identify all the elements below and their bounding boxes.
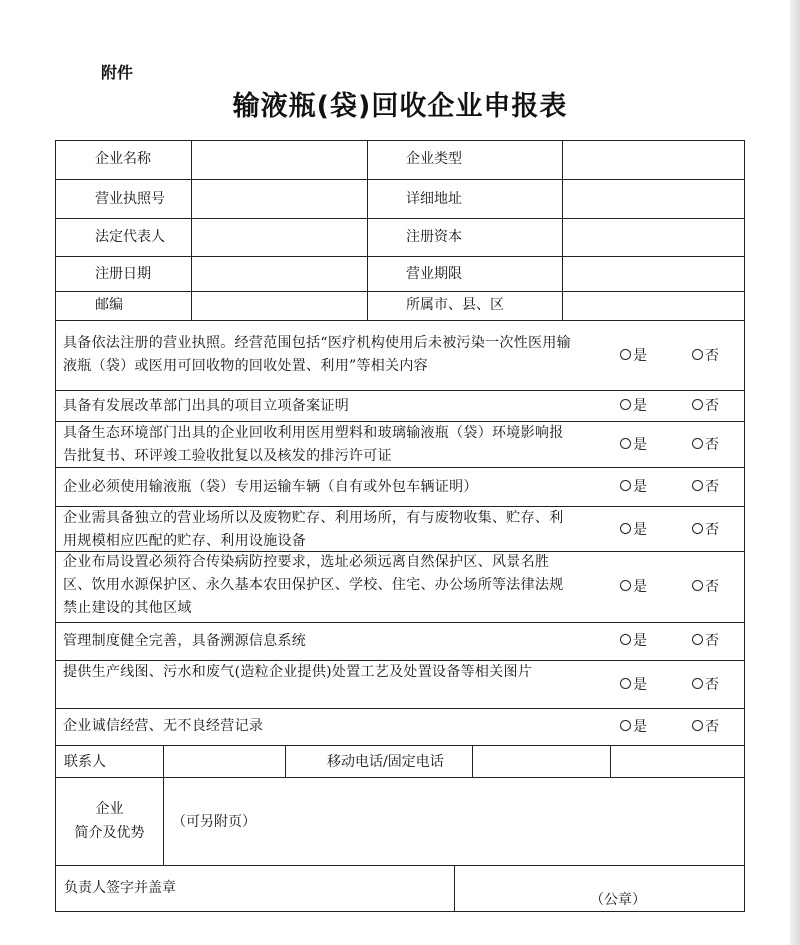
option-no[interactable]: 否 xyxy=(692,521,719,539)
column-divider xyxy=(367,140,368,320)
radio-circle-icon xyxy=(620,523,631,534)
phone-field-secondary[interactable] xyxy=(612,747,744,776)
row-divider xyxy=(55,777,745,778)
requirement-site-location: 企业布局设置必须符合传染病防控要求，选址必须远离自然保护区、风景名胜区、饮用水源保护区、永久基本农田保护区、学校、住宅、办公场所等法律法规禁止建设的其他区域 xyxy=(63,554,564,616)
company-name-label: 企业名称 xyxy=(95,151,151,167)
option-no[interactable]: 否 xyxy=(692,578,719,596)
requirement-process-images: 提供生产线图、污水和废气(造粒企业提供)处置工艺及处置设备等相关图片 xyxy=(63,664,533,680)
registered-capital-field[interactable] xyxy=(564,220,744,255)
option-yes[interactable]: 是 xyxy=(620,578,647,596)
radio-circle-icon xyxy=(620,720,631,731)
license-number-field[interactable] xyxy=(193,181,366,217)
business-term-field[interactable] xyxy=(564,258,744,290)
option-yes[interactable]: 是 xyxy=(620,397,647,415)
form-title: 输液瓶(袋)回收企业申报表 xyxy=(232,91,568,122)
option-no[interactable]: 否 xyxy=(692,478,719,496)
row-divider xyxy=(55,865,745,866)
requirement-business-license: 具备依法注册的营业执照。经营范围包括“医疗机构使用后未被污染一次性医用输液瓶（袋）或医用可回收物的回收处置、利用”等相关内容 xyxy=(63,335,571,374)
registration-date-field[interactable] xyxy=(193,258,366,290)
district-field[interactable] xyxy=(564,293,744,319)
radio-circle-icon xyxy=(620,634,631,645)
option-yes[interactable]: 是 xyxy=(620,676,647,694)
column-divider xyxy=(610,745,611,777)
column-divider xyxy=(163,777,164,865)
radio-circle-icon xyxy=(620,678,631,689)
radio-circle-icon xyxy=(692,634,703,645)
option-no[interactable]: 否 xyxy=(692,347,719,365)
option-no[interactable]: 否 xyxy=(692,718,719,736)
address-label: 详细地址 xyxy=(406,191,462,207)
registered-capital-label: 注册资本 xyxy=(406,229,462,245)
address-field[interactable] xyxy=(564,181,744,217)
legal-rep-field[interactable] xyxy=(193,220,366,255)
radio-circle-icon xyxy=(692,720,703,731)
option-yes[interactable]: 是 xyxy=(620,718,647,736)
page-edge-shadow xyxy=(790,0,800,945)
option-no[interactable]: 否 xyxy=(692,676,719,694)
attachment-label: 附件 xyxy=(101,63,134,82)
row-divider xyxy=(55,218,745,219)
radio-circle-icon xyxy=(620,399,631,410)
column-divider xyxy=(454,865,455,912)
radio-circle-icon xyxy=(620,480,631,491)
option-yes[interactable]: 是 xyxy=(620,436,647,454)
row-divider xyxy=(55,179,745,180)
option-yes[interactable]: 是 xyxy=(620,347,647,365)
company-name-field[interactable] xyxy=(193,142,366,178)
requirement-transport-vehicle: 企业必须使用输液瓶（袋）专用运输车辆（自有或外包车辆证明） xyxy=(63,479,478,495)
district-label: 所属市、县、区 xyxy=(406,297,504,313)
signature-label: 负责人签字并盖章 xyxy=(64,880,176,896)
radio-circle-icon xyxy=(692,678,703,689)
requirement-credit-record: 企业诚信经营、无不良经营记录 xyxy=(63,718,264,734)
option-yes[interactable]: 是 xyxy=(620,521,647,539)
intro-label-line2: 简介及优势 xyxy=(74,825,145,841)
intro-label-line1: 企业 xyxy=(95,801,124,817)
row-divider xyxy=(55,622,745,623)
radio-circle-icon xyxy=(620,580,631,591)
radio-circle-icon xyxy=(692,523,703,534)
column-divider xyxy=(562,140,563,320)
official-seal-label: （公章） xyxy=(590,892,646,908)
legal-rep-label: 法定代表人 xyxy=(95,229,165,245)
radio-circle-icon xyxy=(692,480,703,491)
registration-date-label: 注册日期 xyxy=(95,266,151,282)
option-no[interactable]: 否 xyxy=(692,397,719,415)
row-divider xyxy=(55,390,745,391)
option-yes[interactable]: 是 xyxy=(620,632,647,650)
radio-circle-icon xyxy=(620,438,631,449)
company-type-field[interactable] xyxy=(564,142,744,178)
postcode-field[interactable] xyxy=(193,293,366,319)
requirement-environmental-approval: 具备生态环境部门出具的企业回收利用医用塑料和玻璃输液瓶（袋）环境影响报告批复书、环评竣工验收批复以及核发的排污许可证 xyxy=(63,425,564,464)
option-no[interactable]: 否 xyxy=(692,632,719,650)
radio-circle-icon xyxy=(692,349,703,360)
row-divider xyxy=(55,708,745,709)
postcode-label: 邮编 xyxy=(95,297,123,313)
intro-field[interactable] xyxy=(165,779,744,864)
option-yes[interactable]: 是 xyxy=(620,478,647,496)
requirement-project-filing: 具备有发展改革部门出具的项目立项备案证明 xyxy=(63,398,349,414)
phone-label: 移动电话/固定电话 xyxy=(327,754,444,770)
requirement-management-system: 管理制度健全完善，具备溯源信息系统 xyxy=(63,633,307,649)
contact-person-field[interactable] xyxy=(165,747,284,776)
radio-circle-icon xyxy=(692,399,703,410)
radio-circle-icon xyxy=(620,349,631,360)
column-divider xyxy=(472,745,473,777)
business-term-label: 营业期限 xyxy=(406,266,462,282)
column-divider xyxy=(163,745,164,777)
row-divider xyxy=(55,256,745,257)
radio-circle-icon xyxy=(692,580,703,591)
company-type-label: 企业类型 xyxy=(406,151,462,167)
requirement-facilities: 企业需具备独立的营业场所以及废物贮存、利用场所，有与废物收集、贮存、利用规模相应匹配的贮存、利用设施设备 xyxy=(63,510,564,549)
radio-circle-icon xyxy=(692,438,703,449)
row-divider xyxy=(55,745,745,746)
column-divider xyxy=(191,140,192,320)
row-divider xyxy=(55,291,745,292)
option-no[interactable]: 否 xyxy=(692,436,719,454)
phone-field[interactable] xyxy=(474,747,609,776)
contact-person-label: 联系人 xyxy=(64,754,106,770)
column-divider xyxy=(285,745,286,777)
license-number-label: 营业执照号 xyxy=(95,191,165,207)
row-divider xyxy=(55,320,745,321)
intro-hint: （可另附页） xyxy=(172,814,256,830)
